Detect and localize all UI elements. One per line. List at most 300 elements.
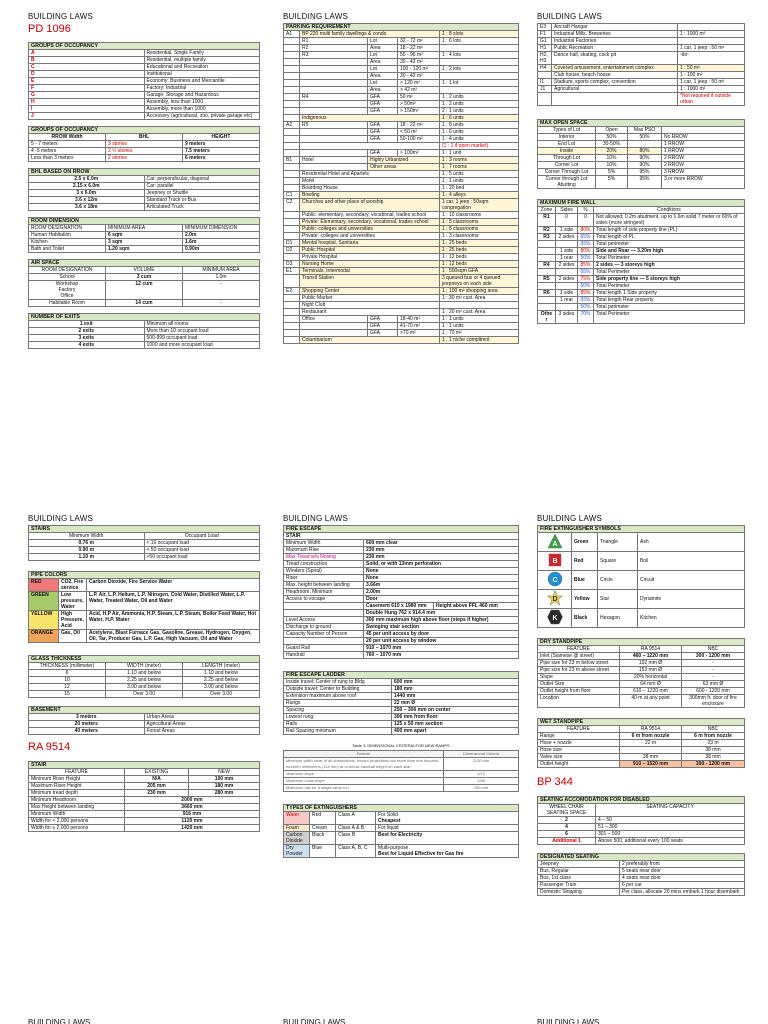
table-cell: Other: [538, 311, 556, 324]
table-cell: 1 : 8 units: [440, 122, 519, 129]
table-cell: Max PSO: [628, 127, 662, 134]
table-cell: [300, 59, 368, 66]
table-row: [284, 825, 519, 832]
table-row: [29, 71, 260, 78]
table-cell: Slope: [538, 674, 620, 681]
table-row: [538, 688, 745, 695]
table-row: [284, 561, 519, 568]
table-cell: -: [682, 674, 745, 681]
table-cell: 90%: [628, 155, 662, 162]
table-cell: 1/12: [444, 771, 519, 778]
table-row: [284, 94, 519, 101]
table-row: [538, 733, 745, 740]
table-cell: 1.20 sqm: [106, 246, 183, 253]
table-cell: Handrail: [284, 652, 364, 659]
table-cell: Feature: [284, 751, 444, 758]
table-cell: Private: colleges and universities: [300, 233, 440, 240]
table-cell: High Pressure, Acid: [59, 611, 87, 630]
table-cell: Circuit: [638, 571, 745, 590]
footer-header-1: BUILDING LAWS: [28, 1018, 91, 1024]
table-cell: Car: perpendicular, diagonal: [144, 176, 260, 183]
section-heading: SEATING ACCOMODATION FOR DISABLED: [538, 797, 745, 804]
table-row: [29, 776, 260, 783]
parking-cont-table: [537, 23, 745, 106]
table-cell: R4: [300, 94, 368, 101]
table-cell: Class A & B: [336, 825, 376, 832]
table-cell: Aircraft Hangar: [552, 24, 678, 31]
table-row: [29, 50, 260, 57]
panel-header: BUILDING LAWS: [28, 12, 93, 21]
table-cell: Zone: [538, 207, 556, 214]
table-row: [284, 526, 519, 533]
table-cell: Residential Hotel and Apartels: [300, 171, 440, 178]
table-cell: [300, 108, 368, 115]
table-cell: 1 : 25 beds: [440, 247, 519, 254]
table-cell: Above 500, additional every 100 seats: [596, 838, 745, 845]
table-cell: No RROW: [662, 134, 745, 141]
table-cell: Max. height between landing: [284, 582, 364, 589]
section-heading: MAXIMUM FIRE WALL: [538, 200, 745, 207]
table-cell: Bowling: [300, 192, 440, 199]
table-cell: > 50m²: [398, 101, 440, 108]
table-cell: Agricultural Areas: [144, 721, 260, 728]
table-row: [284, 805, 519, 812]
table-cell: 85%: [578, 262, 594, 269]
table-cell: Minimum all rooms: [144, 321, 260, 328]
table-row: [538, 93, 745, 106]
table-cell: 1 : 500sqm GFA: [440, 268, 519, 275]
table-row: [29, 714, 260, 721]
table-cell: 1 : 70 m²: [440, 330, 519, 337]
table-row: [29, 670, 260, 677]
table-cell: D3: [284, 261, 300, 268]
table-cell: %: [578, 207, 594, 214]
table-cell: L.P. Air, L.P. Helium, L.P. Nitrogen, Cold Water, Distilled Water, L.P. Water, Treated Water, Oil and Water: [87, 592, 260, 611]
table-row: [29, 43, 260, 50]
table-row: [29, 141, 260, 148]
table-cell: Area: [368, 87, 398, 94]
table-cell: BP 220 multi family dwellings & condo: [300, 31, 440, 38]
table-cell: 95%: [628, 176, 662, 189]
table-cell: Width for < 2,000 persons: [29, 818, 125, 825]
table-cell: Garage: Storage and Hazardous: [144, 92, 260, 99]
table-cell: F1: [538, 31, 552, 38]
table-cell: [284, 52, 300, 59]
table-cell: Industrial Mills, Breweries: [552, 31, 678, 38]
table-cell: Over 3.00: [183, 691, 260, 698]
parking-requirement-table: [283, 23, 519, 344]
table-cell: FEATURE: [29, 769, 125, 776]
table-cell: BHL: [106, 134, 183, 141]
table-cell: R5: [300, 122, 368, 129]
table-row: [284, 751, 519, 758]
table-cell: 1 : 1 units: [440, 316, 519, 323]
table-row: [29, 197, 260, 204]
table-cell: Area: [368, 59, 398, 66]
table-row: [29, 225, 260, 232]
table-cell: Area: [368, 45, 398, 52]
table-cell: Jeepney: [538, 861, 620, 868]
table-cell: 1 : 100 m² shopping area: [440, 288, 519, 295]
table-cell: 3.00 and below: [183, 684, 260, 691]
table-row: [538, 653, 745, 660]
table-cell: Stadium, sports complex, convention: [552, 79, 678, 86]
table-row: [29, 267, 260, 274]
ramp-table-caption: Table 3. DIMENSIONAL CRITERIA FOR NEW RAMPS: [352, 743, 450, 748]
table-cell: Kitchen: [29, 239, 106, 246]
table-cell: 1 RROW: [662, 148, 745, 155]
table-cell: More than 10 occupant load: [144, 328, 260, 335]
table-row: [29, 274, 260, 281]
table-cell: 40 meters: [29, 728, 145, 735]
table-cell: NBC: [682, 646, 745, 653]
table-row: [284, 533, 519, 540]
table-row: [538, 290, 745, 297]
table-cell: E1: [284, 268, 300, 275]
table-row: [284, 631, 519, 638]
table-row: [29, 127, 260, 134]
table-row: [538, 889, 745, 896]
table-row: [538, 207, 745, 214]
section-heading: AIR SPACE: [29, 260, 260, 267]
table-cell: 7.5 meters: [183, 148, 260, 155]
table-cell: 32 - 72 m²: [398, 38, 440, 45]
table-cell: [300, 87, 368, 94]
stairs-table: [28, 525, 260, 561]
table-cell: 460 – 1220 mm: [620, 653, 682, 660]
table-cell: 2: [538, 817, 596, 824]
table-cell: Triangle: [598, 533, 638, 552]
table-cell: [538, 283, 556, 290]
table-cell: Total Perimeter: [594, 311, 745, 324]
table-cell: LENGTH (meter): [183, 663, 260, 670]
table-row: [538, 155, 745, 162]
table-row: [284, 575, 519, 582]
table-cell: 1 : 6 units: [440, 115, 519, 122]
table-cell: 2 exits: [29, 328, 145, 335]
table-cell: 30 - 42 m²: [398, 59, 440, 66]
table-row: [29, 321, 260, 328]
table-cell: 100 - 120 m²: [398, 66, 440, 73]
table-cell: GFA: [368, 316, 398, 323]
table-row: [284, 233, 519, 240]
table-cell: 300mm fr. door of fire enclosure: [682, 695, 745, 708]
table-cell: 6 m from nozzle: [682, 733, 745, 740]
table-cell: Height above FFL 460 mm: [434, 603, 519, 610]
table-cell: Highly Urbanized: [368, 157, 440, 164]
table-cell: 22 mm Ø: [392, 700, 519, 707]
table-cell: A: [29, 50, 145, 57]
table-cell: 51 – 300: [596, 824, 745, 831]
table-cell: Habitable Room: [29, 300, 106, 307]
table-cell: Valve size: [538, 754, 620, 761]
table-row: [284, 645, 519, 652]
table-cell: [284, 212, 300, 219]
table-cell: RED: [29, 579, 59, 592]
table-cell: 2 sides: [556, 262, 578, 269]
table-row: [538, 761, 745, 768]
table-cell: Lowest rung: [284, 714, 392, 721]
table-cell: GFA: [368, 136, 398, 143]
table-row: [29, 707, 260, 714]
table-cell: Acetylene, Blast Furnace Gas, Gasoline, Grease, Hydrogen, Oxygen, Oil, Tar, Producer Gas, L.P. Gas, High Vacuum, Oil and Water: [87, 630, 260, 643]
table-cell: Spacing: [284, 707, 392, 714]
table-cell: -: [183, 300, 260, 307]
table-row: [284, 596, 519, 603]
table-cell: [678, 24, 745, 31]
table-cell: Kitchen: [638, 609, 745, 628]
table-cell: 1 : 12 beds: [440, 254, 519, 261]
table-row: [284, 268, 519, 275]
table-row: [29, 92, 260, 99]
table-cell: 4 seats near door: [620, 875, 745, 882]
table-cell: > 120 m²: [398, 80, 440, 87]
table-cell: [284, 302, 300, 309]
table-cell: 0.90 m: [29, 547, 145, 554]
panel-header: BUILDING LAWS: [537, 12, 602, 21]
table-cell: HEIGHT: [183, 134, 260, 141]
table-cell: Black: [310, 832, 336, 845]
table-cell: Total length 1 Side property: [594, 290, 745, 297]
table-row: [29, 691, 260, 698]
table-row: [538, 311, 745, 324]
table-cell: H: [29, 99, 145, 106]
table-cell: Transit Station: [300, 275, 440, 288]
table-cell: [440, 302, 519, 309]
table-cell: 6: [29, 670, 106, 677]
table-cell: 3 x 6.0m: [29, 190, 145, 197]
table-cell: Tread construction: [284, 561, 364, 568]
table-row: [284, 582, 519, 589]
table-row: [284, 247, 519, 254]
section-heading: GROUPS OF OCCUPANCY: [29, 43, 260, 50]
table-cell: 250 – 306 mm on center: [392, 707, 519, 714]
table-cell: Lot: [368, 52, 398, 59]
table-cell: Casement 610 x 1980 mm: [364, 603, 434, 610]
table-cell: 50%: [628, 134, 662, 141]
table-cell: 6 m from nozzle: [620, 733, 682, 740]
table-cell: Total length of PL: [594, 234, 745, 241]
table-cell: 4 exits: [29, 342, 145, 349]
table-cell: [300, 330, 368, 337]
table-cell: H4: [538, 65, 552, 72]
table-cell: [538, 297, 556, 304]
table-cell: SEATING CAPACITY: [596, 804, 745, 817]
table-cell: Bus, Regular: [538, 868, 620, 875]
extinguisher-symbol: [538, 552, 572, 571]
table-row: [29, 57, 260, 64]
table-cell: ROOM DESIGNATION: [29, 225, 106, 232]
table-cell: [284, 45, 300, 52]
table-row: [29, 762, 260, 769]
table-cell: RA 9514: [620, 726, 682, 733]
table-row: [29, 300, 260, 307]
table-row: [284, 603, 519, 610]
table-cell: Less than 3 meters: [29, 155, 106, 162]
pipe-colors-table: [28, 571, 260, 643]
table-cell: G1: [538, 38, 552, 45]
table-row: [284, 240, 519, 247]
table-cell: 45 per unit access by door: [364, 631, 519, 638]
table-cell: 1 : 20 bed: [440, 185, 519, 192]
panel-header: BUILDING LAWS: [283, 12, 348, 21]
air-space-section: [28, 259, 260, 307]
table-cell: Public Market: [300, 295, 440, 302]
table-row: [538, 200, 745, 207]
panel-header: BUILDING LAWS: [28, 514, 93, 523]
table-cell: None: [364, 568, 519, 575]
table-cell: Black: [572, 609, 598, 628]
table-row: [538, 79, 745, 86]
table-cell: [284, 115, 300, 122]
table-cell: [284, 330, 300, 337]
table-cell: Star: [598, 590, 638, 609]
panel-extinguishers: [537, 514, 745, 896]
table-row: [284, 624, 519, 631]
table-cell: 2 ½ stories: [106, 148, 183, 155]
table-row: [29, 592, 260, 611]
table-cell: Minimum tread depth: [29, 790, 125, 797]
table-cell: 3660 mm: [125, 804, 260, 811]
table-cell: 50-100 m²: [398, 136, 440, 143]
table-cell: 63 mm Ø: [682, 681, 745, 688]
table-cell: MINIMUM AREA: [183, 267, 260, 274]
table-cell: 1120 mm: [125, 818, 260, 825]
table-row: [284, 80, 519, 87]
table-cell: 6: [538, 831, 596, 838]
designated-seating-table: [537, 853, 745, 896]
table-row: [538, 590, 745, 609]
table-cell: 1 rear: [556, 255, 578, 262]
section-heading: MAX OPEN SPACE: [538, 120, 745, 127]
table-row: [538, 72, 745, 79]
table-cell: Industrial Factories: [552, 38, 678, 45]
table-cell: Minimum width clear of all obstructions, except projections not more than one hundred fourteen millimeters (114 mm) at or below handrail height on each side: [284, 758, 444, 771]
table-cell: [284, 233, 300, 240]
table-cell: Inside travel: Center of rung to Bldg: [284, 679, 392, 686]
table-row: [29, 728, 260, 735]
table-cell: 600 mm: [392, 679, 519, 686]
table-row: [284, 129, 519, 136]
table-cell: 760 – 1070 mm: [364, 652, 519, 659]
table-cell: A1: [284, 31, 300, 38]
table-cell: MINIMUM AREA: [106, 225, 183, 232]
table-row: [538, 169, 745, 176]
table-row: [284, 721, 519, 728]
table-cell: I: [29, 106, 145, 113]
table-cell: 3.66m: [364, 582, 519, 589]
table-cell: Assembly, less than 1000: [144, 99, 260, 106]
table-cell: Circle: [598, 571, 638, 590]
table-cell: 4: [538, 824, 596, 831]
table-row: [538, 571, 745, 590]
table-row: [284, 337, 519, 344]
table-cell: Corner through Lot Abutting: [538, 176, 596, 189]
table-cell: [300, 143, 440, 150]
table-cell: Nursing Home: [300, 261, 440, 268]
section-heading: TYPES OF EXTINGUISHERS: [284, 805, 519, 812]
table-cell: 3 exits: [29, 335, 145, 342]
extinguisher-types-table: [283, 804, 519, 858]
table-cell: 2.0m: [183, 232, 260, 239]
table-cell: Best for Electricity: [376, 832, 519, 845]
panel-stairs-pipes: [28, 514, 260, 832]
table-cell: 3 sides: [556, 311, 578, 324]
table-cell: 0.90m: [183, 246, 260, 253]
table-row: [29, 825, 260, 832]
table-row: [29, 656, 260, 663]
table-row: [284, 707, 519, 714]
section-heading: PIPE COLORS: [29, 572, 260, 579]
bhl-section: [28, 168, 260, 211]
table-row: [284, 261, 519, 268]
table-cell: 1 : 2 lots: [440, 66, 519, 73]
table-cell: [284, 185, 300, 192]
table-cell: C: [29, 64, 145, 71]
table-cell: [300, 129, 368, 136]
table-cell: 50 m²: [398, 94, 440, 101]
table-cell: [284, 150, 300, 157]
table-cell: R2: [538, 227, 556, 234]
table-cell: Rail Spacing minimum: [284, 728, 392, 735]
table-cell: 1 side: [556, 248, 578, 255]
table-cell: [284, 80, 300, 87]
table-cell: NEW: [189, 769, 260, 776]
table-cell: Level Access: [284, 617, 364, 624]
table-cell: Square: [598, 552, 638, 571]
table-cell: Maximum slope: [284, 771, 444, 778]
table-row: [538, 276, 745, 283]
table-cell: Covered amusement, entertainment complex: [552, 65, 678, 72]
table-row: [538, 269, 745, 276]
table-cell: [300, 80, 368, 87]
table-cell: 38 mm: [620, 754, 682, 761]
table-cell: 50%: [578, 255, 594, 262]
table-row: [538, 695, 745, 708]
table-row: [284, 812, 519, 825]
table-cell: 1 : 1000 m²: [678, 86, 745, 93]
table-cell: 23 m: [682, 740, 745, 747]
table-cell: Riser: [284, 575, 364, 582]
table-cell: 102 mm Ø: [620, 660, 682, 667]
table-cell: Max Tread w/o Nosing: [284, 554, 364, 561]
table-cell: > 100m²: [398, 150, 440, 157]
table-cell: [284, 337, 300, 344]
table-cell: Open: [596, 127, 628, 134]
table-cell: Side property line — 5 storeys high: [594, 276, 745, 283]
table-cell: 2 RROW: [662, 155, 745, 162]
table-cell: [284, 178, 300, 185]
table-cell: 1 side: [556, 227, 578, 234]
table-cell: 65%: [578, 234, 594, 241]
table-cell: 1 : 6 units: [440, 129, 519, 136]
table-cell: Occupant Load: [144, 533, 260, 540]
table-row: [29, 790, 260, 797]
table-cell: Bus, 1st class: [538, 875, 620, 882]
table-row: [538, 297, 745, 304]
table-cell: Churches and other place of worship: [300, 199, 440, 212]
table-row: [538, 754, 745, 761]
table-cell: 3.6 x 18m: [29, 204, 145, 211]
table-cell: [440, 87, 519, 94]
table-cell: Boil: [638, 552, 745, 571]
table-cell: Minimum Width: [284, 540, 364, 547]
table-cell: Access to escape: [284, 596, 364, 603]
table-row: [538, 24, 745, 31]
table-cell: Total length Rear property: [594, 297, 745, 304]
table-cell: Not allowed; 0.2m abutment, up to 1.6m solid 7 meter or 60% of sides (more stringent): [594, 214, 745, 227]
table-cell: [300, 101, 368, 108]
